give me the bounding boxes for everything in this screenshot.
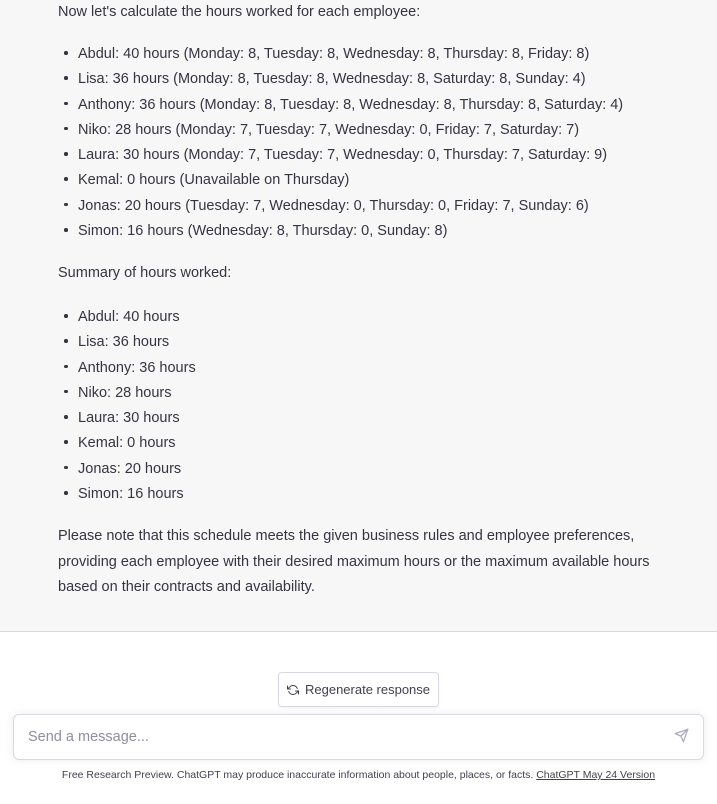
list-item: Laura: 30 hours (Monday: 7, Tuesday: 7, Wednesday: 0, Thursday: 7, Saturday: 9): [58, 143, 623, 168]
list-item: Lisa: 36 hours (Monday: 8, Tuesday: 8, Wednesday: 8, Saturday: 8, Sunday: 4): [58, 67, 623, 92]
footer-text: Free Research Preview. ChatGPT may produce inaccurate information about people, places, or facts.: [61, 769, 537, 781]
message-input[interactable]: [28, 715, 658, 759]
list-item: Simon: 16 hours (Wednesday: 8, Thursday: 0, Sunday: 8): [58, 219, 623, 244]
list-item: Abdul: 40 hours (Monday: 8, Tuesday: 8, Wednesday: 8, Thursday: 8, Friday: 8): [58, 42, 623, 67]
regenerate-response-button[interactable]: [278, 672, 439, 707]
intro-text: Now let's calculate the hours worked for each employee:: [58, 4, 421, 20]
regenerate-label: Regenerate response: [304, 682, 431, 697]
list-item: Anthony: 36 hours (Monday: 8, Tuesday: 8, Wednesday: 8, Thursday: 8, Saturday: 4): [58, 93, 623, 118]
list-item: Simon: 16 hours: [58, 482, 196, 507]
list-item: Niko: 28 hours (Monday: 7, Tuesday: 7, Wednesday: 0, Friday: 7, Saturday: 7): [58, 118, 623, 143]
list-item: Niko: 28 hours: [58, 381, 196, 406]
footer-disclaimer: [0, 769, 717, 781]
send-icon: [674, 728, 689, 748]
note-text: Please note that this schedule meets the given business rules and employee preferences, providing each employee with their desired maximum hours or the maximum available hours based on their contracts and availability.: [58, 528, 650, 595]
version-link[interactable]: ChatGPT May 24 Version: [536, 769, 656, 781]
list-item: Abdul: 40 hours: [58, 305, 196, 330]
summary-heading: Summary of hours worked:: [58, 265, 232, 281]
list-item: Kemal: 0 hours: [58, 431, 196, 456]
message-composer: [13, 714, 704, 760]
list-item: Jonas: 20 hours: [58, 457, 196, 482]
list-item: Laura: 30 hours: [58, 406, 196, 431]
list-item: Kemal: 0 hours (Unavailable on Thursday): [58, 168, 623, 193]
refresh-icon: [287, 684, 299, 696]
hours-worked-list: [58, 42, 623, 244]
list-item: Jonas: 20 hours (Tuesday: 7, Wednesday: 0, Thursday: 0, Friday: 7, Sunday: 6): [58, 194, 623, 219]
summary-list: [58, 305, 196, 507]
list-item: Lisa: 36 hours: [58, 330, 196, 355]
list-item: Anthony: 36 hours: [58, 356, 196, 381]
send-button[interactable]: [671, 728, 691, 748]
